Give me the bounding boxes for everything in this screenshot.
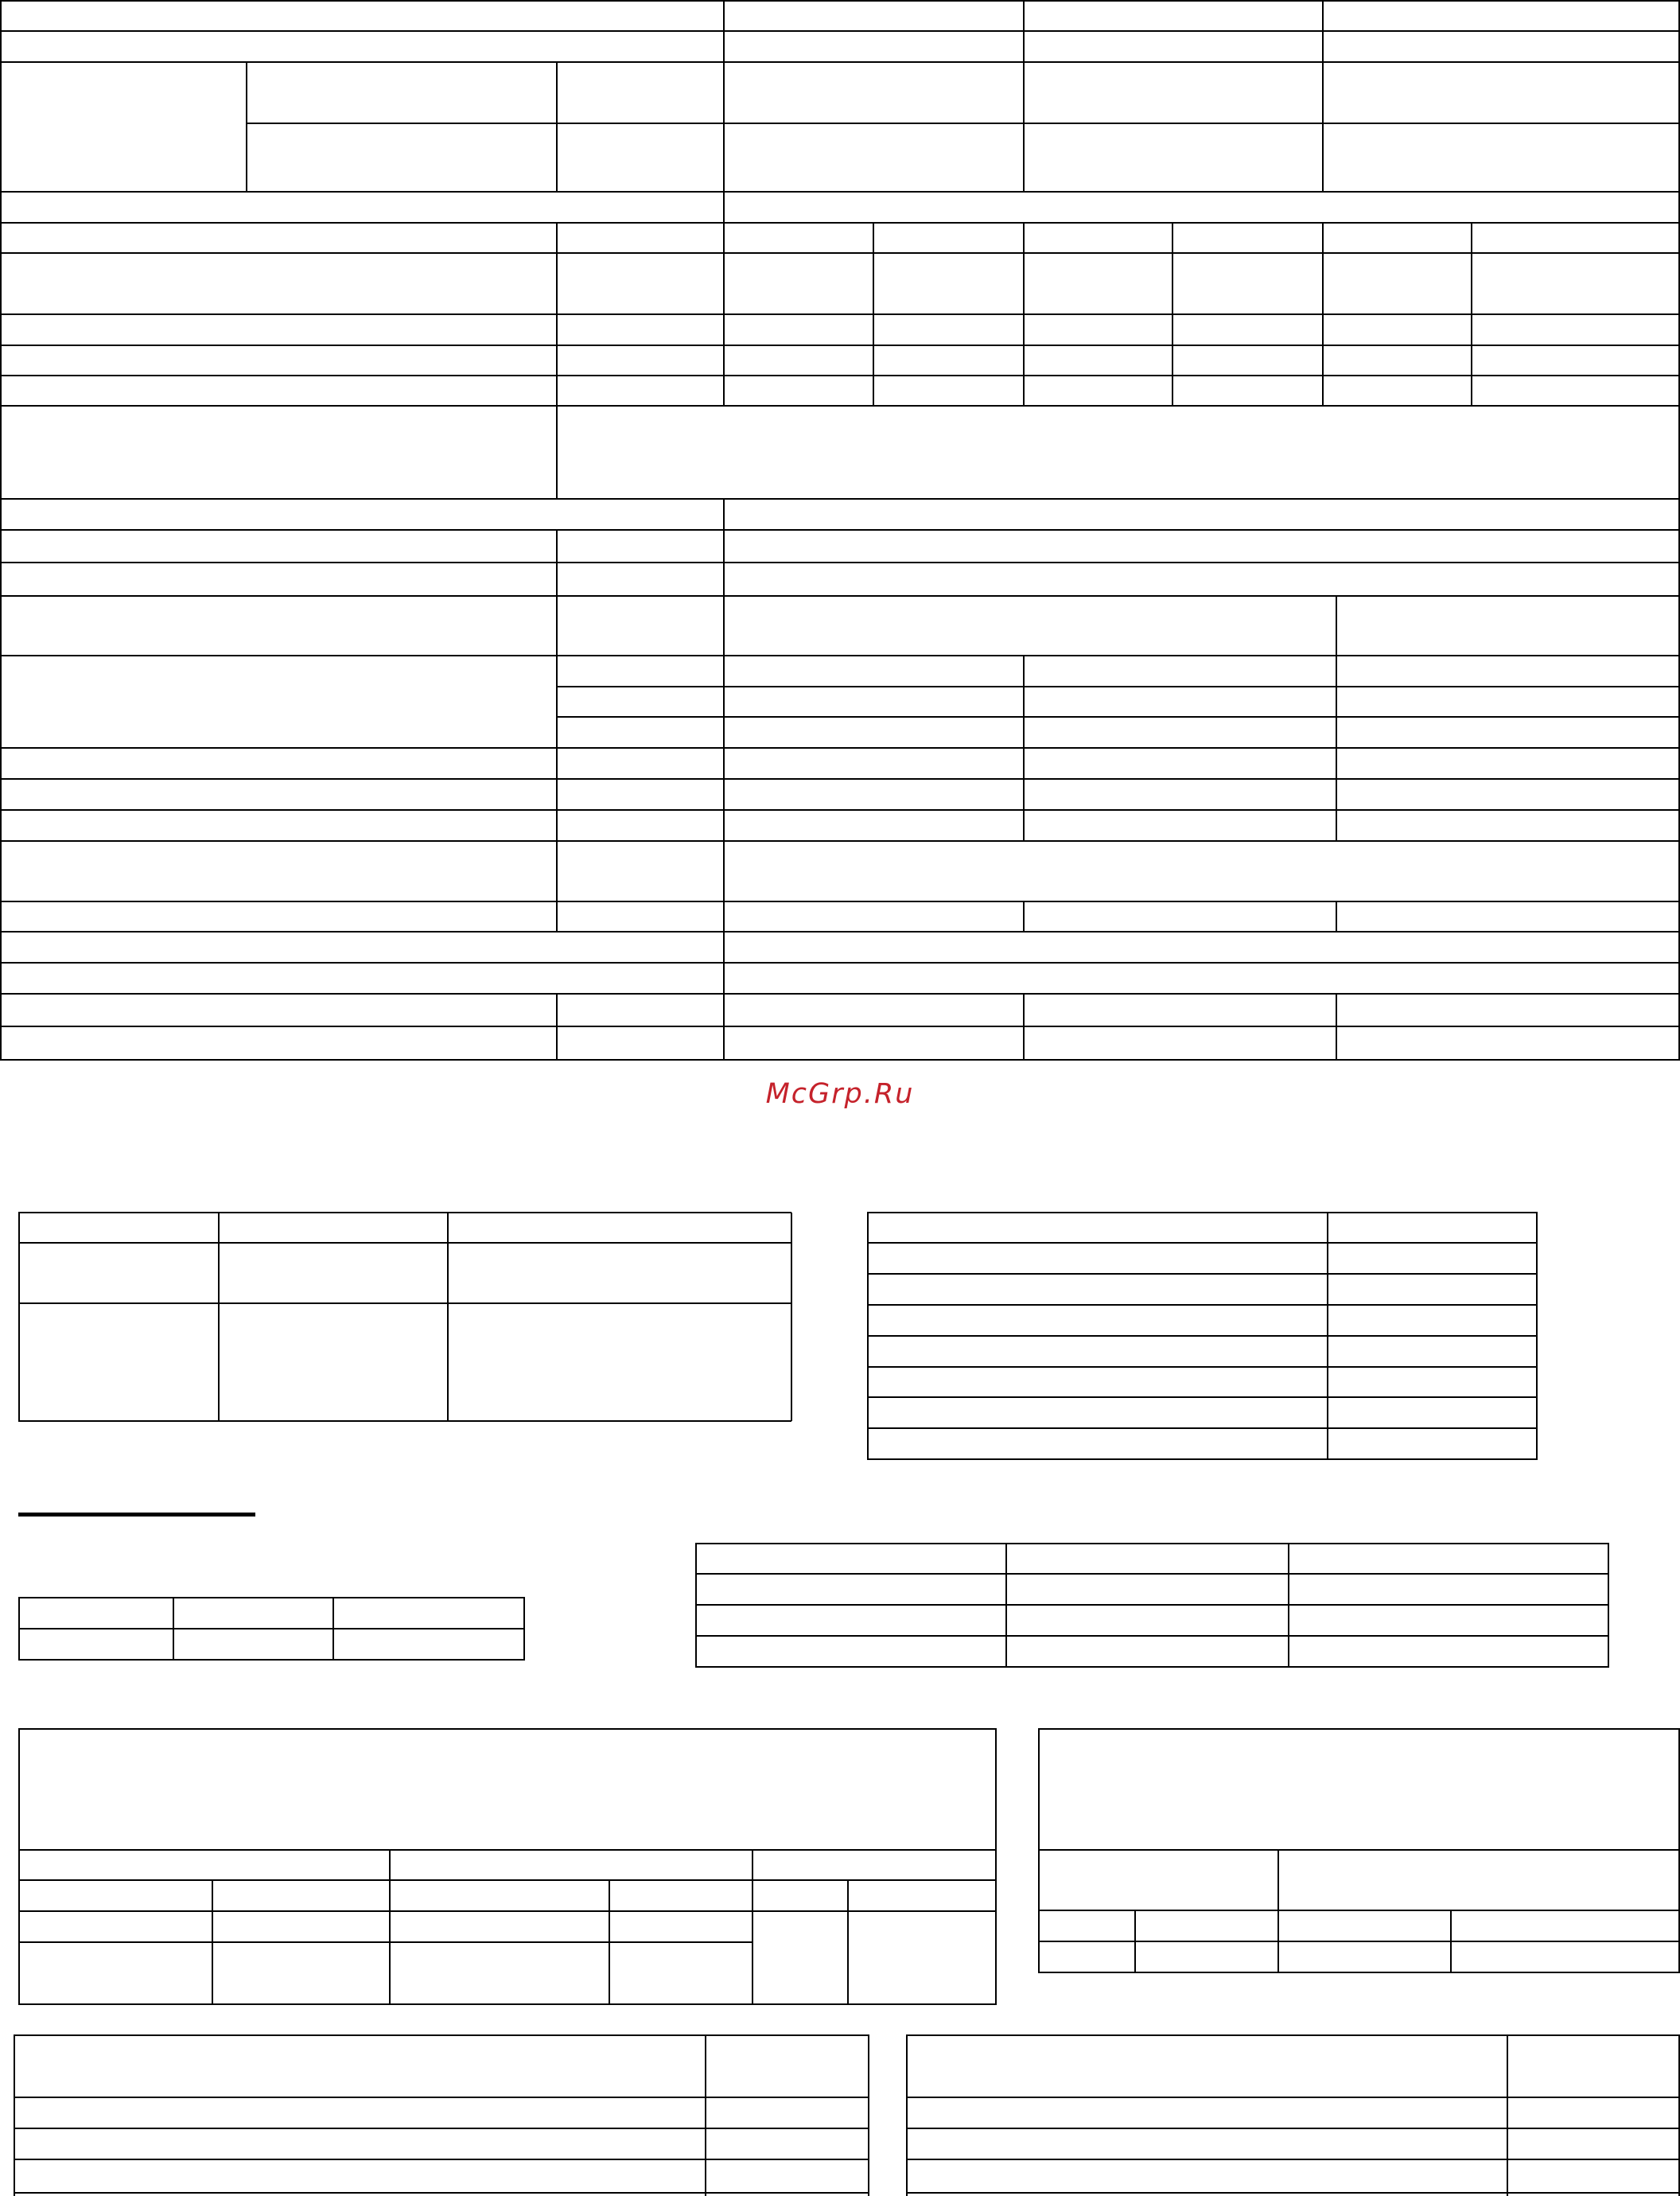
spec-table-main (0, 1, 1680, 1060)
small-table-right (867, 1213, 1538, 1459)
heading-underline (18, 1513, 255, 1517)
mini-table (18, 1598, 525, 1660)
bottom-left-table (18, 1729, 997, 2004)
watermark-text: McGrp.Ru (765, 1078, 915, 1110)
mid-table (695, 1544, 1609, 1667)
bottom-right-table (1038, 1729, 1680, 1972)
footer-table-right (906, 2035, 1680, 2196)
small-table-left (18, 1213, 791, 1421)
footer-table-left (14, 2035, 869, 2196)
